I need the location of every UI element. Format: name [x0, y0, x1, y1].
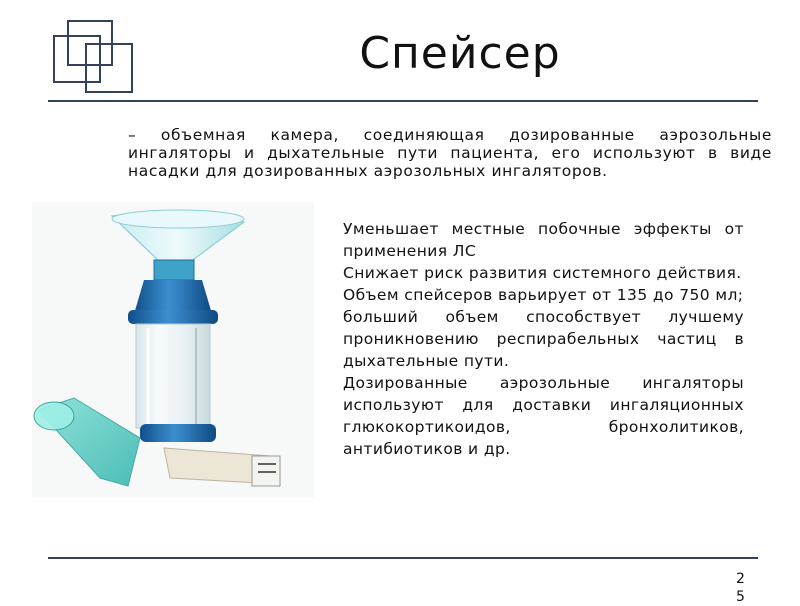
- spacer-photo: [32, 202, 314, 498]
- slide-title: Спейсер: [359, 28, 561, 79]
- facts-list: [343, 218, 744, 460]
- bottom-divider: [48, 557, 758, 559]
- definition-text: – объемная камера, соединяющая дозированные аэрозольные ингаляторы и дыхательные пути пациента, его используют в виде насадки для дозированных аэрозольных ингаляторов.: [128, 126, 772, 180]
- fact-item: больший объем способствует лучшему проникновению респирабельных частиц в дыхательные пути.: [343, 308, 744, 370]
- overlapping-squares-icon: [52, 18, 140, 98]
- slide-number: 25: [736, 571, 745, 605]
- fact-item: Снижает риск развития системного действия.: [343, 264, 742, 282]
- fact-item: Уменьшает местные побочные эффекты от применения ЛС: [343, 220, 744, 260]
- fact-item: Дозированные аэрозольные ингаляторы используют для доставки ингаляционных глюкокортикоидов, бронхолитиков, антибиотиков и др.: [343, 374, 744, 458]
- fact-item: Объем спейсеров варьирует от 135 до 750 мл;: [343, 286, 744, 304]
- top-divider: [48, 100, 758, 102]
